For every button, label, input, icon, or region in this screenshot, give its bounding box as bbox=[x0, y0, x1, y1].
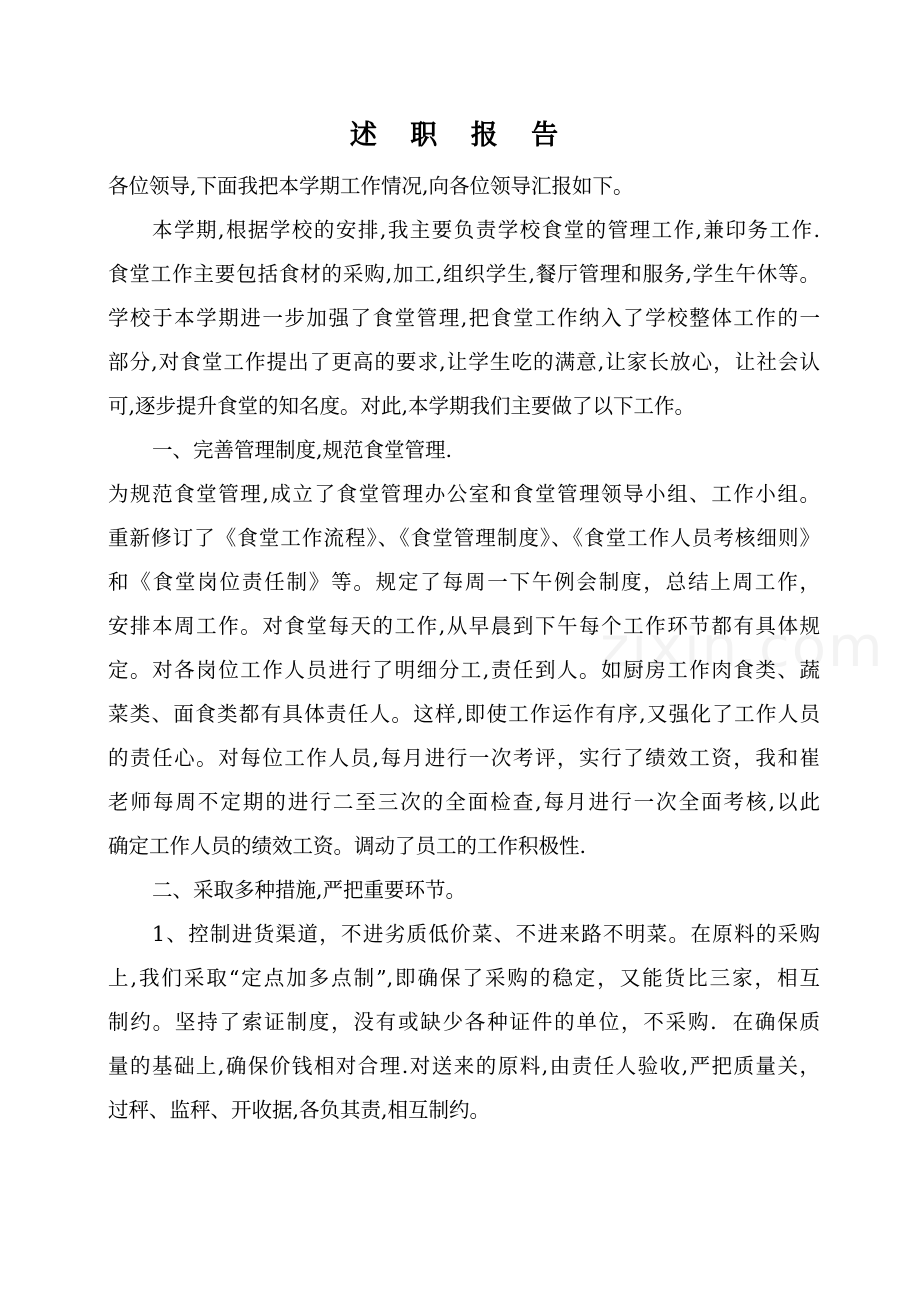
text-line: 上,我们采取“定点加多点制”,即确保了采购的稳定，又能货比三家，相互 bbox=[108, 966, 820, 990]
text-line: 制约。坚持了索证制度，没有或缺少各种证件的单位，不采购．在确保质 bbox=[108, 1010, 820, 1034]
text-line: 重新修订了《食堂工作流程》、《食堂管理制度》、《食堂工作人员考核细则》 bbox=[108, 526, 820, 550]
page-title: 述 职 报 告 bbox=[349, 120, 571, 151]
text-line: 安排本周工作。对食堂每天的工作,从早晨到下午每个工作环节都有具体规 bbox=[108, 614, 820, 638]
text-line: 部分,对食堂工作提出了更高的要求,让学生吃的满意,让家长放心，让社会认 bbox=[108, 350, 820, 374]
text-line: 本学期,根据学校的安排,我主要负责学校食堂的管理工作,兼印务工作. bbox=[152, 218, 820, 242]
text-line: 为规范食堂管理,成立了食堂管理办公室和食堂管理领导小组、工作小组。 bbox=[108, 482, 820, 506]
text-line: 各位领导,下面我把本学期工作情况,向各位领导汇报如下。 bbox=[108, 174, 634, 198]
text-line: 菜类、面食类都有具体责任人。这样,即使工作运作有序,又强化了工作人员 bbox=[108, 702, 820, 726]
report-body bbox=[108, 166, 820, 1130]
section-heading: 一、完善管理制度,规范食堂管理. bbox=[152, 438, 453, 462]
text-line: 老师每周不定期的进行二至三次的全面检查,每月进行一次全面考核,以此 bbox=[108, 790, 820, 814]
text-line: 量的基础上,确保价钱相对合理.对送来的原料,由责任人验收,严把质量关， bbox=[108, 1054, 820, 1078]
text-line: 学校于本学期进一步加强了食堂管理,把食堂工作纳入了学校整体工作的一 bbox=[108, 306, 820, 330]
text-line: 和《食堂岗位责任制》等。规定了每周一下午例会制度，总结上周工作， bbox=[108, 570, 820, 594]
text-line: 1、控制进货渠道，不进劣质低价菜、不进来路不明菜。在原料的采购 bbox=[152, 922, 820, 946]
text-line: 食堂工作主要包括食材的采购,加工,组织学生,餐厅管理和服务,学生午休等。 bbox=[108, 262, 820, 286]
text-line: 可,逐步提升食堂的知名度。对此,本学期我们主要做了以下工作。 bbox=[108, 394, 696, 418]
text-line: 过秤、监秤、开收据,各负其责,相互制约。 bbox=[108, 1098, 491, 1122]
text-line: 确定工作人员的绩效工资。调动了员工的工作积极性. bbox=[108, 834, 587, 858]
text-line: 的责任心。对每位工作人员,每月进行一次考评，实行了绩效工资，我和崔 bbox=[108, 746, 820, 770]
text-line: 定。对各岗位工作人员进行了明细分工,责任到人。如厨房工作肉食类、蔬 bbox=[108, 658, 820, 682]
section-heading: 二、采取多种措施,严把重要环节。 bbox=[152, 878, 467, 902]
